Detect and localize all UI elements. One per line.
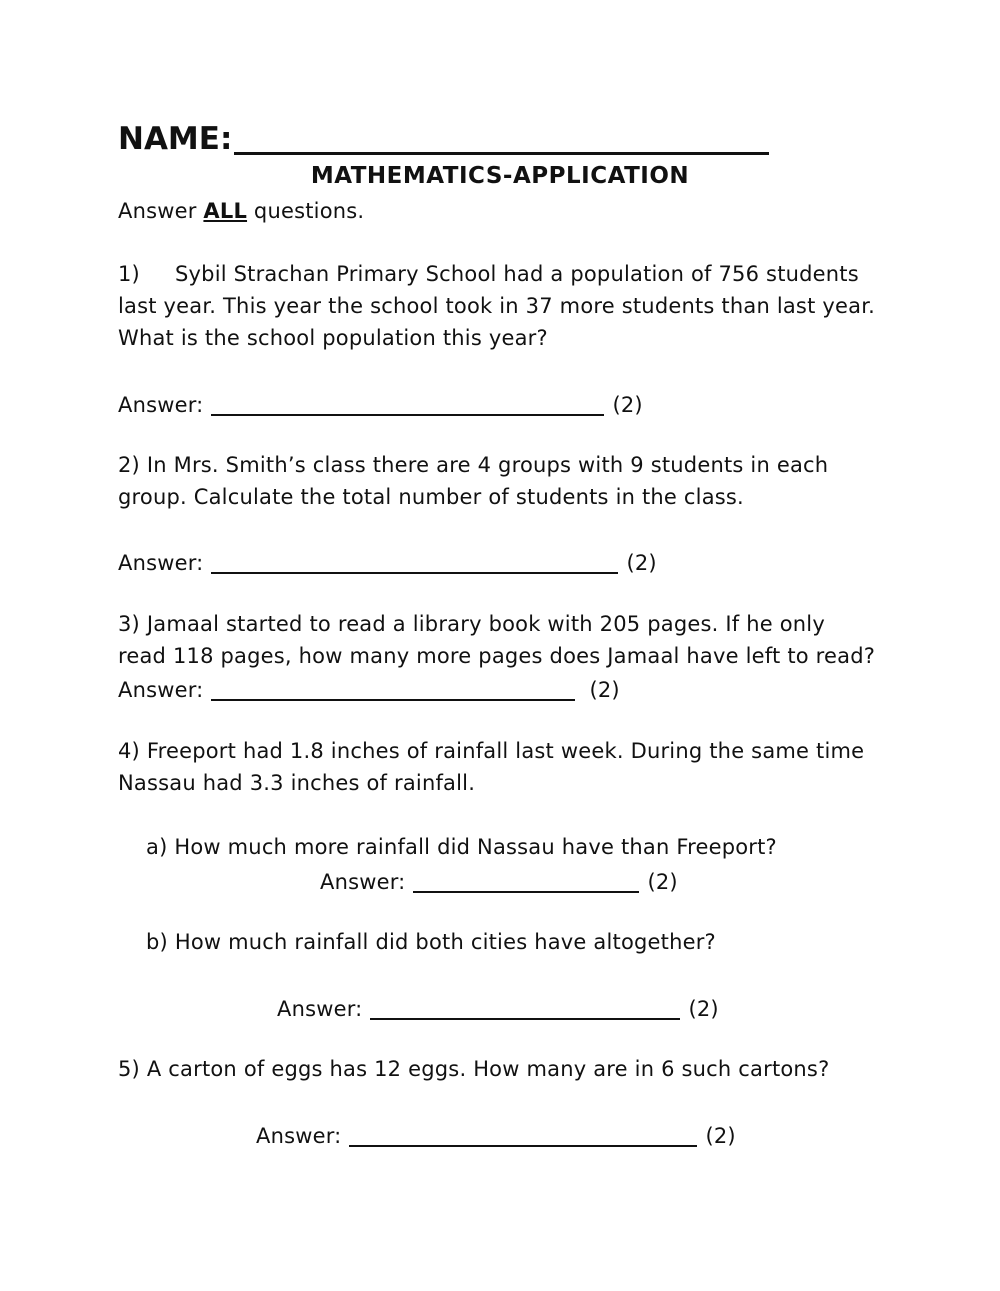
question-4-line-2: Nassau had 3.3 inches of rainfall.	[118, 771, 476, 795]
question-3-marks: (2)	[589, 678, 620, 702]
answer-label: Answer:	[118, 678, 204, 702]
question-5-answer-blank[interactable]	[349, 1123, 697, 1147]
question-2-number: 2)	[118, 453, 140, 477]
question-4a-marks: (2)	[647, 870, 678, 894]
question-4a	[146, 837, 777, 858]
question-4b-marks: (2)	[688, 997, 719, 1021]
question-2-text-1: In Mrs. Smith’s class there are 4 groups with 9 students in each	[146, 453, 829, 477]
question-2-marks: (2)	[626, 551, 657, 575]
question-2-line-1	[118, 455, 828, 476]
question-2-line-2: group. Calculate the total number of students in the class.	[118, 485, 744, 509]
question-4b-answer-blank[interactable]	[370, 996, 680, 1020]
question-1-line-2: last year. This year the school took in 37 more students than last year.	[118, 294, 875, 318]
question-5-marks: (2)	[705, 1124, 736, 1148]
question-1-line-3: What is the school population this year?	[118, 326, 548, 350]
question-5-text-1: A carton of eggs has 12 eggs. How many are in 6 such cartons?	[146, 1057, 830, 1081]
question-4b-label: b)	[146, 930, 168, 954]
question-1-answer	[118, 392, 643, 416]
question-2-answer	[118, 550, 657, 574]
question-1-number: 1)	[118, 262, 140, 286]
question-4a-label: a)	[146, 835, 168, 859]
instructions-suffix: questions.	[247, 199, 365, 223]
question-3-text-1: Jamaal started to read a library book with 205 pages. If he only	[146, 612, 825, 636]
answer-label: Answer:	[118, 551, 204, 575]
question-1-answer-blank[interactable]	[211, 392, 604, 416]
question-4-line-1	[118, 741, 864, 762]
answer-label: Answer:	[320, 870, 406, 894]
question-2-answer-blank[interactable]	[211, 550, 618, 574]
question-5-number: 5)	[118, 1057, 140, 1081]
name-label: NAME:	[118, 121, 233, 157]
question-4a-answer-blank[interactable]	[413, 869, 639, 893]
answer-label: Answer:	[277, 997, 363, 1021]
answer-label: Answer:	[256, 1124, 342, 1148]
answer-label: Answer:	[118, 393, 204, 417]
question-4b	[146, 932, 716, 953]
question-4a-text: How much more rainfall did Nassau have than Freeport?	[174, 835, 777, 859]
question-4a-answer	[320, 869, 678, 893]
question-3-line-1	[118, 614, 825, 635]
question-4-number: 4)	[118, 739, 140, 763]
question-1-line-1	[118, 264, 859, 285]
question-5-answer	[256, 1123, 736, 1147]
question-3-number: 3)	[118, 612, 140, 636]
question-3-answer-blank[interactable]	[211, 677, 575, 701]
question-5-line-1	[118, 1059, 829, 1080]
instructions	[118, 201, 364, 222]
name-blank-line[interactable]	[234, 122, 769, 155]
instructions-emphasis: ALL	[203, 199, 248, 223]
question-1-text-1: Sybil Strachan Primary School had a population of 756 students	[175, 262, 859, 286]
question-3-line-2: read 118 pages, how many more pages does Jamaal have left to read?	[118, 644, 876, 668]
question-4b-text: How much rainfall did both cities have altogether?	[174, 930, 716, 954]
instructions-prefix: Answer	[118, 199, 204, 223]
worksheet-title: MATHEMATICS-APPLICATION	[310, 163, 690, 189]
question-4-text-1: Freeport had 1.8 inches of rainfall last week. During the same time	[146, 739, 865, 763]
question-1-marks: (2)	[612, 393, 643, 417]
question-3-answer	[118, 677, 620, 701]
question-4b-answer	[277, 996, 719, 1020]
name-field[interactable]	[118, 122, 769, 155]
